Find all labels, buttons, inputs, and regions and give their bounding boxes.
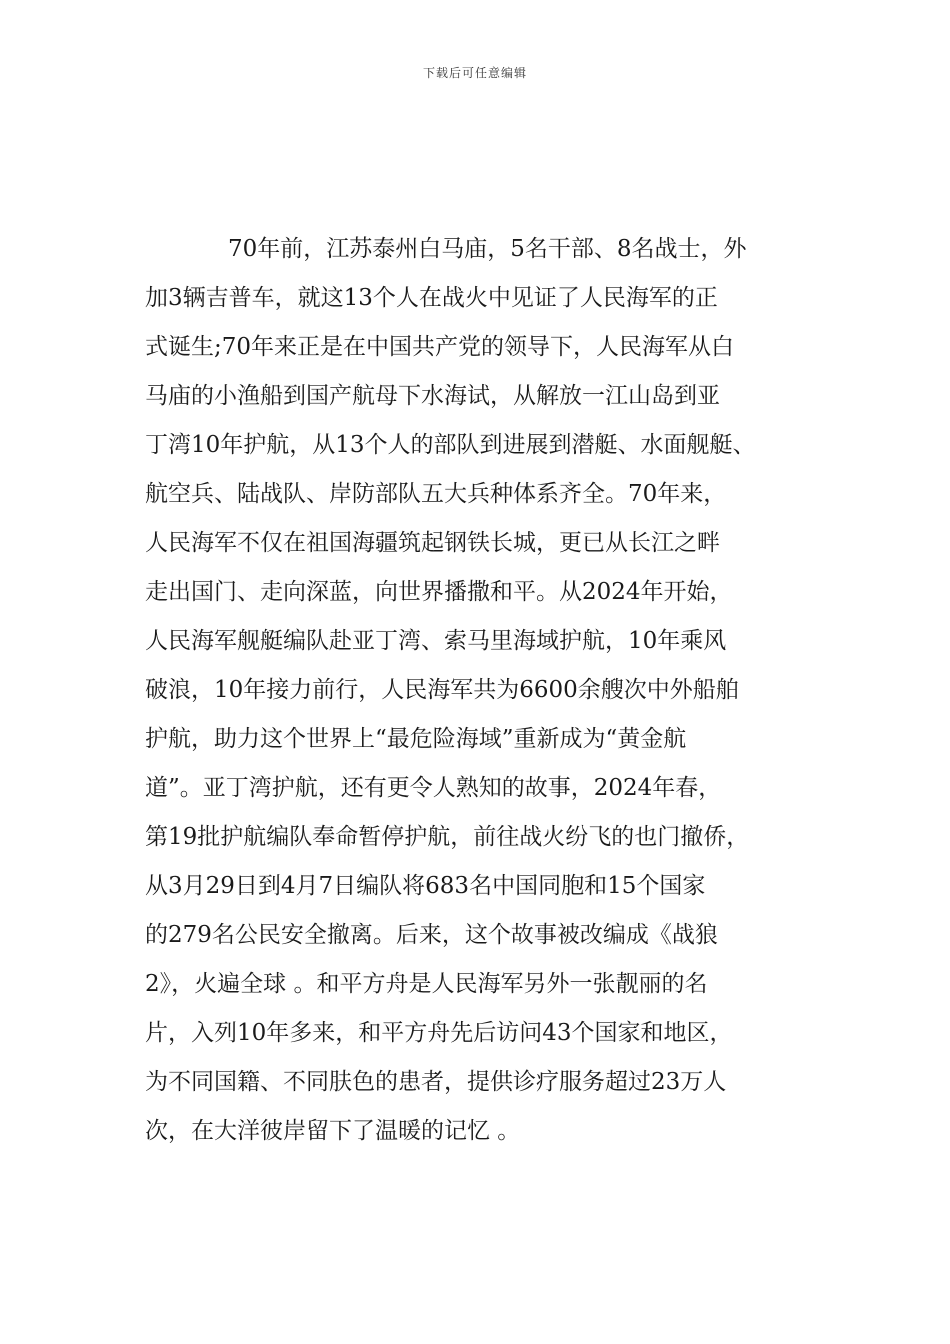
paragraph-line: 第19批护航编队奉命暂停护航，前往战火纷飞的也门撤侨， — [145, 824, 750, 850]
paragraph-line: 人民海军舰艇编队赴亚丁湾、索马里海域护航，10年乘风 — [145, 628, 727, 654]
paragraph-line: 航空兵、陆战队、岸防部队五大兵种体系齐全。70年来， — [145, 481, 727, 507]
paragraph-line: 马庙的小渔船到国产航母下水海试，从解放一江山岛到亚 — [145, 383, 720, 409]
paragraph-line: 70年前，江苏泰州白马庙，5名干部、8名战士，外 — [228, 236, 747, 262]
paragraph-line: 片，入列10年多来，和平方舟先后访问43个国家和地区， — [145, 1020, 733, 1046]
paragraph-line: 人民海军不仅在祖国海疆筑起钢铁长城，更已从长江之畔 — [145, 530, 720, 556]
paragraph-line: 丁湾10年护航，从13个人的部队到进展到潜艇、水面舰艇、 — [145, 432, 756, 458]
paragraph-line: 式诞生;70年来正是在中国共产党的领导下，人民海军从白 — [145, 334, 735, 360]
paragraph-line: 破浪，10年接力前行，人民海军共为6600余艘次中外船舶 — [145, 677, 739, 703]
page-header: 下载后可任意编辑 — [422, 66, 527, 80]
paragraph-line: 次，在大洋彼岸留下了温暖的记忆 。 — [145, 1118, 521, 1144]
paragraph-line: 道”。亚丁湾护航，还有更令人熟知的故事，2024年春， — [145, 775, 722, 801]
paragraph-line: 从3月29日到4月7日编队将683名中国同胞和15个国家 — [145, 873, 706, 899]
paragraph-line: 护航，助力这个世界上“最危险海域”重新成为“黄金航 — [145, 726, 687, 752]
paragraph-line: 的279名公民安全撤离。后来，这个故事被改编成《战狼 — [145, 922, 718, 948]
paragraph-line: 为不同国籍、不同肤色的患者，提供诊疗服务超过23万人 — [145, 1069, 727, 1095]
paragraph-line: 走出国门、走向深蓝，向世界播撒和平。从2024年开始， — [145, 579, 733, 605]
paragraph-line: 加3辆吉普车，就这13个人在战火中见证了人民海军的正 — [145, 285, 718, 311]
paragraph-line: 2》，火遍全球 。和平方舟是人民海军另外一张靓丽的名 — [145, 971, 708, 997]
